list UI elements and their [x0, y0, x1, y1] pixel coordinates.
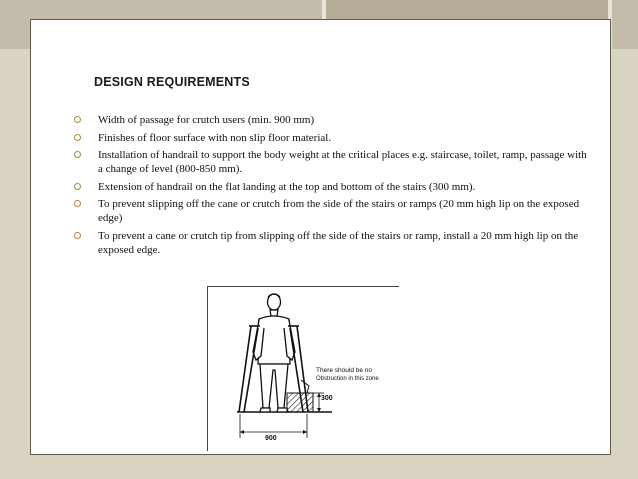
bullet-icon [74, 116, 81, 123]
slide-title: DESIGN REQUIREMENTS [94, 75, 250, 89]
list-item-text: Finishes of floor surface with non slip floor material. [98, 131, 332, 144]
list-item-text: To prevent a cane or crutch tip from slipping off the side of the stairs or ramp, install a 20 mm high lip on the exposed edge. [98, 229, 579, 256]
bullet-icon [74, 151, 81, 158]
list-item-text: To prevent slipping off the cane or crutch from the side of the stairs or ramps (20 mm high lip on the exposed edge) [98, 198, 580, 224]
list-item [74, 148, 594, 176]
list-item [74, 180, 594, 194]
list-item-text: Installation of handrail to support the body weight at the critical places e.g. staircase, toilet, ramp, passage with a change of level (800-850 mm). [98, 149, 587, 175]
list-item [74, 197, 594, 225]
crutch-user-diagram [207, 286, 399, 451]
zone-note-line1: There should be no [316, 367, 373, 374]
height-label: 300 [321, 395, 333, 402]
list-item-text: Width of passage for crutch users (min. 900 mm) [98, 114, 315, 126]
background-tile [612, 0, 638, 49]
zone-note-line2: Obstruction in this zone [316, 376, 379, 382]
list-item-text: Extension of handrail on the flat landing at the top and bottom of the stairs (300 mm). [98, 180, 476, 193]
bullet-icon [74, 183, 81, 190]
list-item [74, 113, 594, 127]
list-item [74, 131, 594, 145]
crutch-left [239, 326, 260, 412]
bullet-icon [74, 134, 81, 141]
width-label: 900 [265, 435, 277, 442]
list-item [74, 229, 594, 257]
bullet-icon [74, 200, 81, 207]
no-obstruction-zone [287, 393, 313, 412]
bullet-icon [74, 232, 81, 239]
requirements-list [74, 113, 594, 260]
